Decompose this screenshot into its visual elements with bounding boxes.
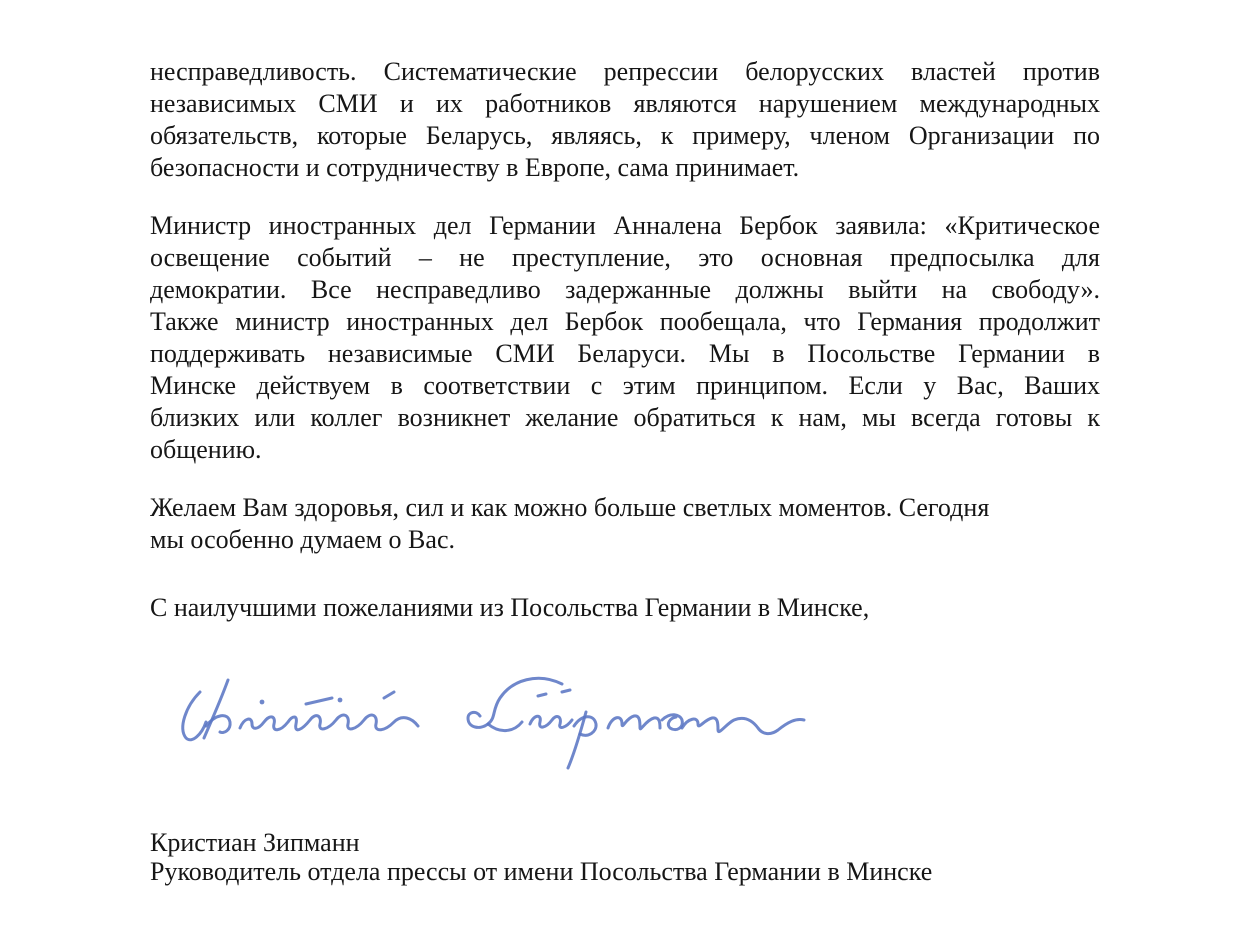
letter-line: поддерживать независимые СМИ Беларуси. Мы в Посольстве Германии в: [150, 339, 1100, 368]
letter-line: обязательств, которые Беларусь, являясь, к примеру, членом Организации по: [150, 121, 1100, 150]
letter-paragraph: [150, 56, 1100, 184]
letter-line: Минске действуем в соответствии с этим принципом. Если у Вас, Ваших: [150, 371, 1100, 400]
signature-handwriting-icon: [170, 662, 810, 780]
letter-line: несправедливость. Систематические репрессии белорусских властей против: [150, 57, 1100, 86]
signature-block: [170, 662, 810, 780]
letter-line: освещение событий – не преступление, это основная предпосылка для: [150, 243, 1100, 272]
letter-line: мы особенно думаем о Вас.: [150, 525, 455, 554]
letter-line: независимых СМИ и их работников являются нарушением международных: [150, 89, 1100, 118]
letter-line: безопасности и сотрудничеству в Европе, сама принимает.: [150, 153, 800, 182]
signer-title: Руководитель отдела прессы от имени Посольства Германии в Минске: [150, 857, 933, 886]
letter-paragraphs: [150, 56, 1100, 624]
letter-line: близких или коллег возникнет желание обратиться к нам, мы всегда готовы к: [150, 403, 1100, 432]
letter-paragraph: [150, 592, 1100, 624]
letter-paragraph: [150, 210, 1100, 466]
letter-line: Министр иностранных дел Германии Анналена Бербок заявила: «Критическое: [150, 211, 1100, 240]
letter-line: общению.: [150, 435, 262, 464]
letter-paragraph: [150, 492, 1100, 556]
signer-name: Кристиан Зипманн: [150, 828, 360, 857]
letter-line: Желаем Вам здоровья, сил и как можно больше светлых моментов. Сегодня: [150, 493, 990, 522]
letter-line: С наилучшими пожеланиями из Посольства Германии в Минске,: [150, 593, 870, 622]
letter-line: демократии. Все несправедливо задержанные должны выйти на свободу».: [150, 275, 1100, 304]
letter-line: Также министр иностранных дел Бербок пообещала, что Германия продолжит: [150, 307, 1100, 336]
signer-block: [150, 828, 1100, 886]
